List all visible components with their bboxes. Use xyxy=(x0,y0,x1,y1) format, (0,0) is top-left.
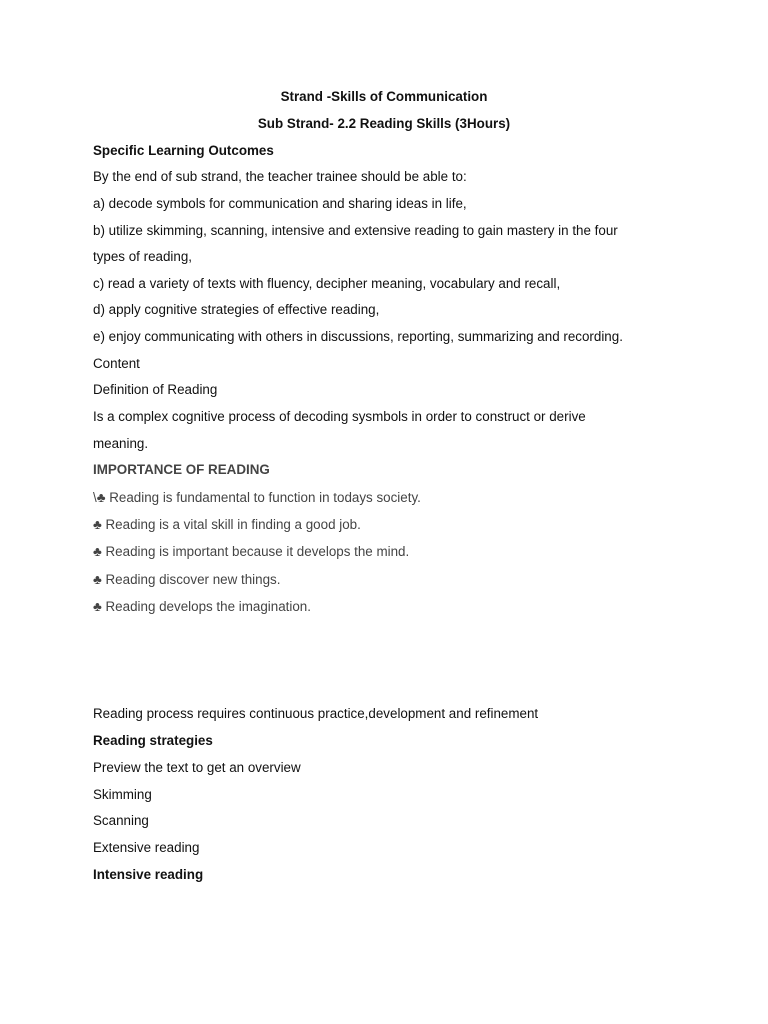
strategy-item: Scanning xyxy=(93,813,149,828)
content-heading: Content xyxy=(93,356,140,371)
outcome-item: a) decode symbols for communication and sharing ideas in life, xyxy=(93,196,467,211)
process-statement: Reading process requires continuous practice,development and refinement xyxy=(93,706,539,721)
outcome-item: b) utilize skimming, scanning, intensive and extensive reading to gain mastery in the four xyxy=(93,223,618,238)
importance-bullet: \♣ Reading is fundamental to function in todays society. xyxy=(93,490,421,505)
importance-bullet: ♣ Reading is important because it develops the mind. xyxy=(93,544,410,559)
strategy-item: Extensive reading xyxy=(93,840,200,855)
strategy-item: Skimming xyxy=(93,787,152,802)
outcomes-heading: Specific Learning Outcomes xyxy=(93,143,274,158)
definition-text: Is a complex cognitive process of decoding sysmbols in order to construct or derive xyxy=(93,409,586,424)
outcome-item-continued: types of reading, xyxy=(93,249,193,264)
strategy-item-intensive: Intensive reading xyxy=(93,867,204,882)
definition-heading: Definition of Reading xyxy=(93,382,218,397)
sub-strand-title: Sub Strand- 2.2 Reading Skills (3Hours) xyxy=(257,116,511,131)
definition-text-continued: meaning. xyxy=(93,436,149,451)
strand-title: Strand -Skills of Communication xyxy=(280,89,488,104)
outcome-item: c) read a variety of texts with fluency, decipher meaning, vocabulary and recall, xyxy=(93,276,561,291)
outcome-item: e) enjoy communicating with others in discussions, reporting, summarizing and recording. xyxy=(93,329,623,344)
importance-heading: IMPORTANCE OF READING xyxy=(93,462,270,477)
strategy-item: Preview the text to get an overview xyxy=(93,760,301,775)
strategies-heading: Reading strategies xyxy=(93,733,213,748)
importance-bullet: ♣ Reading discover new things. xyxy=(93,572,281,587)
importance-bullet: ♣ Reading is a vital skill in finding a good job. xyxy=(93,517,361,532)
outcome-item: d) apply cognitive strategies of effective reading, xyxy=(93,302,380,317)
importance-bullet: ♣ Reading develops the imagination. xyxy=(93,599,311,614)
outcomes-intro: By the end of sub strand, the teacher trainee should be able to: xyxy=(93,169,467,184)
